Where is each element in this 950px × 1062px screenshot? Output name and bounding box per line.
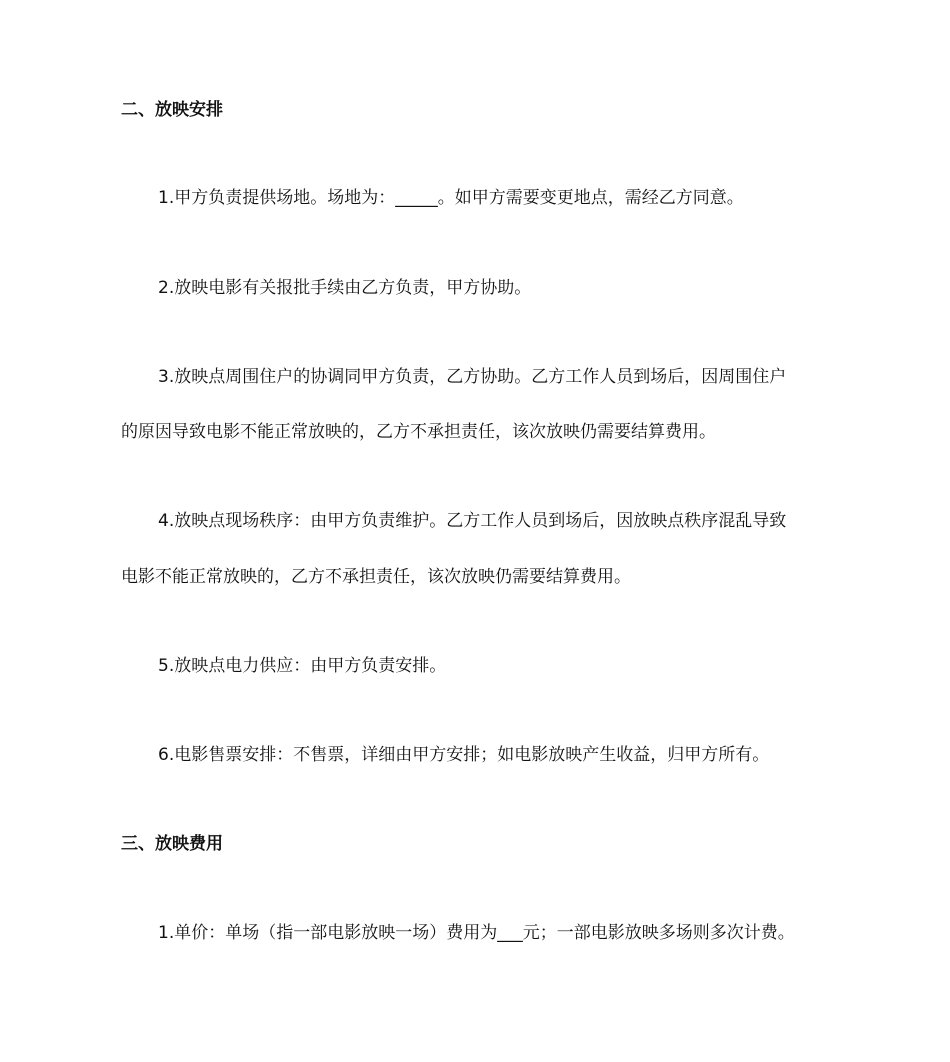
clause-4-order-line-2: 电影不能正常放映的，乙方不承担责任，该次放映仍需要结算费用。 bbox=[121, 567, 631, 587]
clause-4-order-line-1: 4.放映点现场秩序：由甲方负责维护。乙方工作人员到场后，因放映点秩序混乱导致 bbox=[158, 511, 787, 531]
clause-3-residents-line-1: 3.放映点周围住户的协调同甲方负责，乙方协助。乙方工作人员到场后，因周围住户 bbox=[158, 367, 787, 387]
clause-5-power: 5.放映点电力供应：由甲方负责安排。 bbox=[158, 656, 447, 676]
section-heading-screening-arrangement: 二、放映安排 bbox=[121, 100, 223, 120]
clause-2-approval: 2.放映电影有关报批手续由乙方负责，甲方协助。 bbox=[158, 278, 532, 298]
fee-clause-1-unit-price: 1.单价：单场（指一部电影放映一场）费用为___元；一部电影放映多场则多次计费。 bbox=[158, 923, 795, 943]
clause-1-venue: 1.甲方负责提供场地。场地为：_____。如甲方需要变更地点，需经乙方同意。 bbox=[158, 188, 744, 208]
section-heading-screening-fees: 三、放映费用 bbox=[121, 834, 223, 854]
clause-3-residents-line-2: 的原因导致电影不能正常放映的，乙方不承担责任，该次放映仍需要结算费用。 bbox=[121, 422, 716, 442]
clause-6-tickets: 6.电影售票安排：不售票，详细由甲方安排；如电影放映产生收益，归甲方所有。 bbox=[158, 745, 770, 765]
